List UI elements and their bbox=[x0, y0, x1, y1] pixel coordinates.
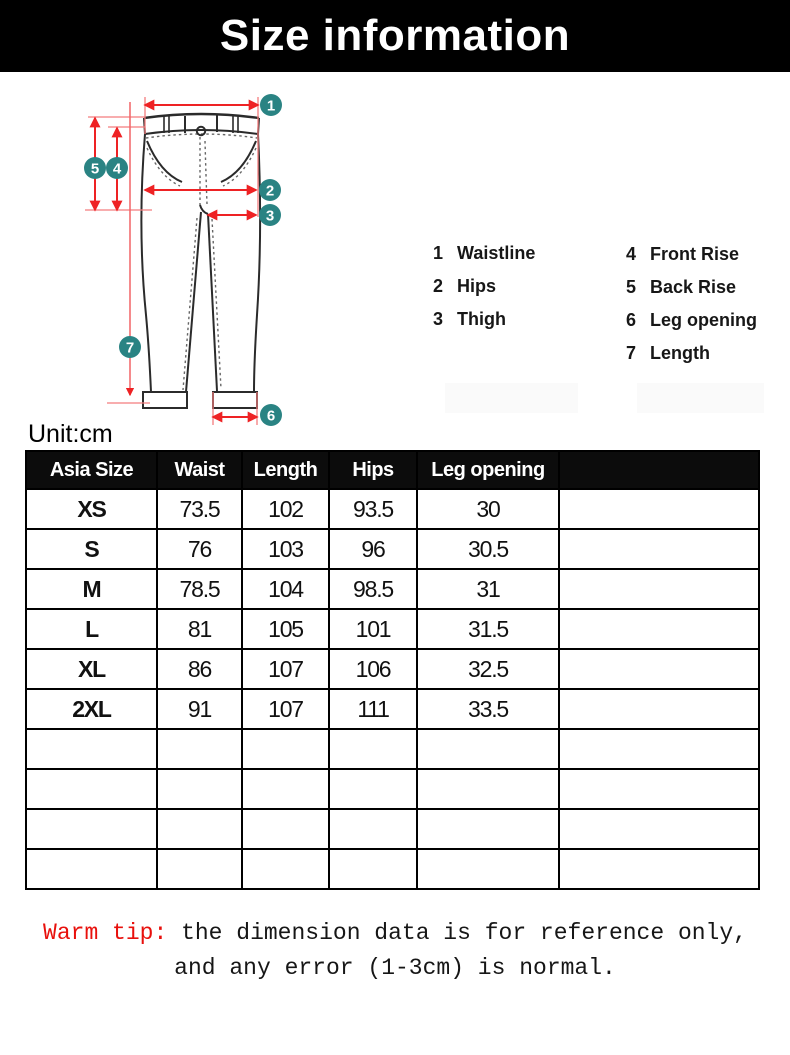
legend-item-leg-opening: 6 Leg opening bbox=[626, 310, 757, 343]
legend-item-waistline: 1 Waistline bbox=[433, 243, 535, 276]
column-header: Leg opening bbox=[417, 451, 559, 489]
warm-tip-text: the dimension data is for reference only, bbox=[167, 920, 747, 946]
callout-1-icon bbox=[260, 94, 282, 116]
empty-cell bbox=[157, 809, 242, 849]
empty-cell bbox=[157, 849, 242, 889]
svg-text:4: 4 bbox=[112, 160, 122, 178]
empty-cell bbox=[26, 769, 157, 809]
empty-cell bbox=[157, 729, 242, 769]
measurement-cell: 111 bbox=[329, 689, 417, 729]
empty-cell bbox=[559, 849, 759, 889]
svg-text:5: 5 bbox=[90, 160, 100, 178]
column-header: Hips bbox=[329, 451, 417, 489]
warm-tip-line-2: and any error (1-3cm) is normal. bbox=[174, 955, 616, 981]
empty-cell bbox=[417, 809, 559, 849]
column-header bbox=[559, 451, 759, 489]
measurement-cell: 102 bbox=[242, 489, 329, 529]
measurement-cell: 107 bbox=[242, 689, 329, 729]
legend-item-front-rise: 4 Front Rise bbox=[626, 244, 757, 277]
size-label-cell: L bbox=[26, 609, 157, 649]
measurement-cell: 33.5 bbox=[417, 689, 559, 729]
legend-column-2 bbox=[626, 244, 757, 376]
measurement-cell bbox=[559, 569, 759, 609]
measurement-cell bbox=[559, 489, 759, 529]
callout-5-icon bbox=[84, 157, 106, 179]
pants-measurement-diagram bbox=[60, 85, 400, 430]
svg-text:6: 6 bbox=[266, 407, 276, 425]
empty-cell bbox=[242, 769, 329, 809]
size-row bbox=[26, 569, 759, 609]
size-label-cell: S bbox=[26, 529, 157, 569]
empty-cell bbox=[559, 809, 759, 849]
legend-label: Thigh bbox=[457, 309, 506, 329]
empty-row bbox=[26, 849, 759, 889]
empty-cell bbox=[329, 729, 417, 769]
empty-cell bbox=[417, 769, 559, 809]
ghost-box bbox=[445, 383, 578, 413]
svg-text:1: 1 bbox=[266, 97, 276, 115]
unit-label: Unit:cm bbox=[28, 420, 113, 448]
legend-label: Front Rise bbox=[650, 244, 740, 264]
size-label-cell: XS bbox=[26, 489, 157, 529]
measurement-cell: 31 bbox=[417, 569, 559, 609]
measurement-cell: 104 bbox=[242, 569, 329, 609]
ghost-box bbox=[637, 383, 764, 413]
empty-row bbox=[26, 809, 759, 849]
empty-cell bbox=[559, 729, 759, 769]
callout-7-icon bbox=[119, 336, 141, 358]
column-header: Waist bbox=[157, 451, 242, 489]
measurement-cell bbox=[559, 609, 759, 649]
empty-cell bbox=[417, 729, 559, 769]
warm-tip-label: Warm tip: bbox=[43, 920, 168, 946]
callout-3-icon bbox=[259, 204, 281, 226]
legend-item-back-rise: 5 Back Rise bbox=[626, 277, 757, 310]
empty-cell bbox=[559, 769, 759, 809]
size-label-cell: M bbox=[26, 569, 157, 609]
svg-text:3: 3 bbox=[265, 207, 275, 225]
size-label-cell: 2XL bbox=[26, 689, 157, 729]
measurement-cell bbox=[559, 529, 759, 569]
measurement-cell: 86 bbox=[157, 649, 242, 689]
callout-6-icon bbox=[260, 404, 282, 426]
header-bar bbox=[0, 0, 790, 72]
measurement-cell: 101 bbox=[329, 609, 417, 649]
empty-cell bbox=[242, 809, 329, 849]
column-header: Length bbox=[242, 451, 329, 489]
pants-outline bbox=[141, 114, 260, 408]
legend-item-thigh: 3 Thigh bbox=[433, 309, 535, 342]
measurement-cell: 73.5 bbox=[157, 489, 242, 529]
measurement-cell: 103 bbox=[242, 529, 329, 569]
empty-cell bbox=[26, 849, 157, 889]
empty-cell bbox=[242, 849, 329, 889]
empty-cell bbox=[329, 769, 417, 809]
svg-text:2: 2 bbox=[265, 182, 275, 200]
size-label-cell: XL bbox=[26, 649, 157, 689]
measurement-cell: 106 bbox=[329, 649, 417, 689]
empty-cell bbox=[329, 809, 417, 849]
empty-cell bbox=[26, 809, 157, 849]
size-row bbox=[26, 529, 759, 569]
measurement-cell: 96 bbox=[329, 529, 417, 569]
legend-label: Leg opening bbox=[650, 310, 757, 330]
legend-column-1 bbox=[433, 243, 535, 342]
empty-cell bbox=[329, 849, 417, 889]
callout-4-icon bbox=[106, 157, 128, 179]
svg-text:7: 7 bbox=[125, 339, 135, 357]
size-row bbox=[26, 689, 759, 729]
measurement-cell: 93.5 bbox=[329, 489, 417, 529]
measurement-cell: 31.5 bbox=[417, 609, 559, 649]
callout-badges bbox=[84, 94, 282, 426]
column-header: Asia Size bbox=[26, 451, 157, 489]
empty-cell bbox=[417, 849, 559, 889]
measurement-cell: 91 bbox=[157, 689, 242, 729]
measurement-cell bbox=[559, 689, 759, 729]
empty-cell bbox=[26, 729, 157, 769]
measurement-cell: 30 bbox=[417, 489, 559, 529]
measurement-cell: 30.5 bbox=[417, 529, 559, 569]
measurement-cell: 98.5 bbox=[329, 569, 417, 609]
size-row bbox=[26, 649, 759, 689]
legend-label: Length bbox=[650, 343, 710, 363]
legend-label: Waistline bbox=[457, 243, 536, 263]
size-table bbox=[25, 450, 760, 890]
legend-item-length: 7 Length bbox=[626, 343, 757, 376]
measurement-cell: 105 bbox=[242, 609, 329, 649]
empty-cell bbox=[242, 729, 329, 769]
empty-row bbox=[26, 769, 759, 809]
measurement-cell: 81 bbox=[157, 609, 242, 649]
legend-label: Hips bbox=[457, 276, 497, 296]
legend-label: Back Rise bbox=[650, 277, 737, 297]
size-row bbox=[26, 489, 759, 529]
page-title: Size information bbox=[219, 11, 571, 60]
measurement-cell: 32.5 bbox=[417, 649, 559, 689]
legend-item-hips: 2 Hips bbox=[433, 276, 535, 309]
size-row bbox=[26, 609, 759, 649]
callout-2-icon bbox=[259, 179, 281, 201]
empty-cell bbox=[157, 769, 242, 809]
size-table-body bbox=[26, 489, 759, 889]
measurement-cell: 76 bbox=[157, 529, 242, 569]
measurement-cell bbox=[559, 649, 759, 689]
warm-tip-line-1 bbox=[0, 916, 790, 951]
measurement-guides bbox=[85, 97, 258, 425]
size-table-header bbox=[26, 451, 759, 489]
measurement-cell: 78.5 bbox=[157, 569, 242, 609]
empty-row bbox=[26, 729, 759, 769]
measurement-arrows bbox=[95, 102, 258, 417]
warm-tip bbox=[0, 916, 790, 986]
measurement-cell: 107 bbox=[242, 649, 329, 689]
